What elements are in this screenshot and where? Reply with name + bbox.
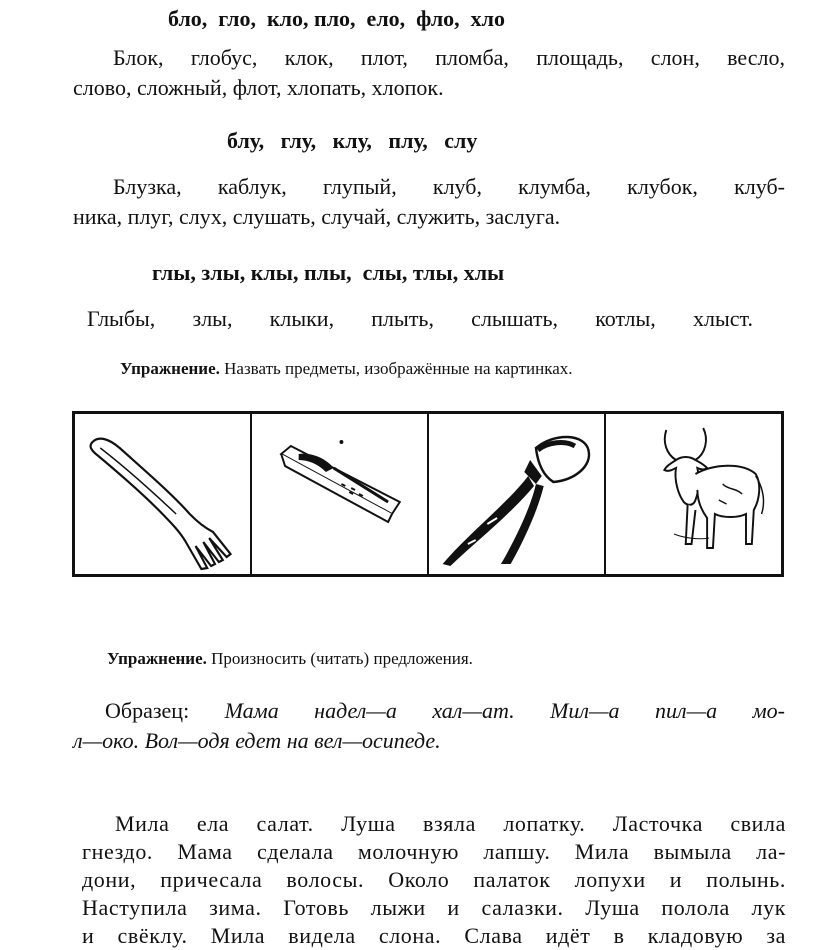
story-line: Мила ела салат. Луша взяла лопатку. Ласточка свила xyxy=(115,811,786,836)
exercise-label: Упражнение. xyxy=(107,649,207,668)
exercise-text: Назвать предметы, изображённые на картинках. xyxy=(219,359,573,378)
picture-scarf xyxy=(429,414,606,574)
words-line: слово, сложный, флот, хлопать, хлопок. xyxy=(73,75,444,100)
sample-text: Мама надел—а хал—ат. Мил—а пил—а мо- xyxy=(224,698,785,723)
words-paragraph-3 xyxy=(87,304,753,334)
words-line: Блок, глобус, клок, плот, пломба, площадь, слон, весло, xyxy=(113,45,785,70)
story-paragraph xyxy=(82,810,786,950)
sample-prefix: Образец: xyxy=(105,698,225,723)
picture-bull xyxy=(606,414,781,574)
syllables-blo: бло, гло, кло, пло, ело, фло, хло xyxy=(168,6,506,31)
story-line: Наступила зима. Готовь лыжи и салазки. Луша полола лук xyxy=(82,895,786,920)
fork-icon xyxy=(75,414,250,574)
story-line: дони, причесала волосы. Около палаток лопухи и полынь. xyxy=(82,867,786,892)
sample-line-2: л—око. Вол—одя едет на вел—осипеде. xyxy=(73,728,441,753)
words-paragraph-2 xyxy=(73,172,785,232)
syllables-gly: глы, злы, клы, плы, слы, тлы, хлы xyxy=(152,260,505,285)
story-line: гнездо. Мама сделала молочную лапшу. Мила вымыла ла- xyxy=(82,839,786,864)
exercise-2-heading xyxy=(107,649,473,669)
bull-icon xyxy=(606,414,781,574)
picture-strip xyxy=(72,411,784,577)
exercise-label: Упражнение. xyxy=(120,359,220,378)
words-paragraph-1 xyxy=(73,43,785,103)
words-line: Глыбы, злы, клыки, плыть, слышать, котлы, хлыст. xyxy=(87,306,753,331)
syllables-blu: блу, глу, клу, плу, слу xyxy=(227,128,478,153)
picture-fork xyxy=(75,414,252,574)
exercise-text: Произносить (читать) предложения. xyxy=(206,649,473,668)
picture-pencil-case xyxy=(252,414,429,574)
sample-line-1 xyxy=(73,696,785,726)
story-line: и свёклу. Мила видела слона. Слава идёт в кладовую за xyxy=(82,923,786,948)
words-line: Блузка, каблук, глупый, клуб, клумба, клубок, клуб- xyxy=(113,174,785,199)
sample-block xyxy=(73,696,785,756)
exercise-1-heading xyxy=(120,359,573,379)
scarf-icon xyxy=(429,414,604,574)
words-line: ника, плуг, слух, слушать, случай, служить, заслуга. xyxy=(73,204,561,229)
pencil-case-icon xyxy=(252,414,427,574)
